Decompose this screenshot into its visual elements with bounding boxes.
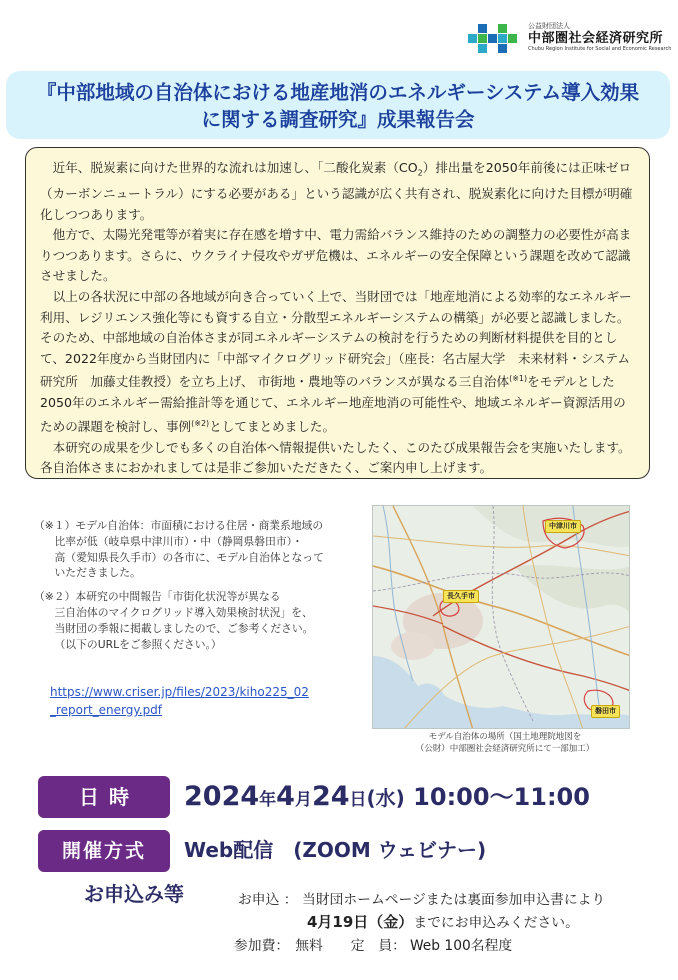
deadline-date: 4月19日（金） — [307, 913, 414, 931]
intro-p3-a: 以上の各状況に中部の各地域が向き合っていく上で、当財団では「地産地消による効率的なエネルギー利用、レジリエンス強化等にも資する自立・分散型エネルギーシステムの構築」が必要と認識しました。そのため、中部地域の自治体さまが同エネルギーシステムの検討を行うための判断材料提供を目的として、2022年度から当財団内に「中部マイクログリッド研究会」（座長：名古屋大学 未来材料・システム研究所 加藤丈佳教授）を立ち上げ、 市街地・農地等のバランスが異なる三自治体 — [40, 289, 632, 390]
fee-value: 無料 — [295, 938, 323, 954]
footnote-2-line-3: 当財団の季報に掲載しましたので、ご参考ください。 — [54, 621, 314, 635]
report-link[interactable] — [50, 683, 309, 719]
event-day: 24 — [311, 781, 350, 812]
footnote-1-line-1: （※１）モデル自治体：市面積における住居・商業系地域の — [34, 519, 324, 532]
event-year-unit: 年 — [259, 790, 277, 810]
map-caption-line-1: モデル自治体の場所（国土地理院地図を — [428, 732, 582, 742]
title-banner — [6, 71, 670, 139]
map-caption-line-2: （公財）中部圏社会経済研究所にて一部加工） — [415, 744, 595, 754]
event-year: 2024 — [184, 781, 260, 812]
footnote-2-line-1: （※２）本研究の中間報告「市街化状況等が異なる — [34, 590, 281, 604]
event-month: 4 — [276, 781, 295, 812]
footnote-2-line-2: 三自治体のマイクログリッド導入効果検討状況」を、 — [54, 605, 313, 619]
method-label-badge: 開催方式 — [38, 830, 170, 872]
map-graphic — [373, 506, 630, 729]
intro-box — [25, 147, 650, 479]
deadline-suffix: までにお申込みください。 — [413, 915, 579, 931]
report-link-line-2[interactable]: _report_energy.pdf — [50, 703, 163, 717]
capacity-value: Web 100名程度 — [409, 938, 513, 954]
intro-p1-b: ）排出量を2050年前後には正味ゼロ（カーボンニュートラル）にする必要がある」という認識が広く共有され、脱炭素化に向けた目標が明確化しつつあります。 — [40, 160, 633, 222]
footnote-2 — [34, 589, 364, 652]
org-name-en: Chubu Region Institute for Social and Economic Research — [528, 46, 672, 52]
logo-text — [528, 22, 671, 53]
capacity-label: 定 員： — [350, 938, 406, 954]
fee-label: 参加費： — [234, 938, 290, 954]
report-link-line-1[interactable]: https://www.criser.jp/files/2023/kiho225_02 — [50, 685, 309, 699]
footnote-ref-1: (※1) — [509, 374, 528, 384]
footnote-2-line-4: （以下のURLをご参照ください。） — [54, 637, 222, 651]
footnote-ref-2: (※2) — [191, 418, 210, 428]
title-line-2: に関する調査研究』成果報告会 — [201, 108, 475, 131]
event-day-unit: 日 — [349, 790, 367, 810]
intro-paragraph-4: 本研究の成果を少しでも多くの自治体へ情報提供いたしたく、このたび成果報告会を実施いたします。各自治体さまにおかれましては是非ご参加いただきたく、ご案内申し上げます。 — [40, 439, 631, 476]
footnote-1 — [34, 518, 364, 581]
map-label-nakatsugawa: 中津川市 — [545, 520, 581, 533]
footnote-1-line-4: いただきました。 — [54, 566, 141, 580]
application-heading: お申込み等 — [84, 882, 184, 906]
logo-mark-icon — [468, 24, 524, 54]
footnotes — [34, 518, 364, 660]
event-weekday: (水) — [366, 786, 405, 810]
event-method: Web配信 (ZOOM ウェビナー) — [184, 838, 487, 862]
date-label-badge: 日時 — [38, 776, 170, 818]
event-datetime — [184, 778, 590, 819]
application-method: お申込 ： 当財団ホームページまたは裏面参加申込書により — [238, 892, 606, 908]
intro-p1-a: 近年、脱炭素に向けた世界的な流れは加速し、「二酸化炭素（CO — [52, 160, 418, 175]
intro-paragraph-3 — [40, 287, 637, 438]
map-caption — [380, 731, 630, 755]
title-line-1: 『中部地域の自治体における地産地消のエネルギーシステム導入効果 — [36, 81, 640, 104]
map-label-iwata: 磐田市 — [591, 705, 620, 718]
intro-p3-b: をモデルとした2050年のエネルギー需給推計等を通じて、エネルギー地産地消の可能性や、地域エネルギー資源活用のための課題を検討し、事例 — [40, 374, 626, 435]
event-month-unit: 月 — [294, 790, 312, 810]
municipality-map — [372, 505, 630, 729]
intro-paragraph-2: 他方で、太陽光発電等が着実に存在感を増す中、電力需給バランス維持のための調整力の必要性が高まりつつあります。さらに、ウクライナ侵攻やガザ危機は、エネルギーの安全保障という課題を改めて認識させました。 — [40, 227, 632, 284]
intro-paragraph-1 — [40, 158, 637, 225]
co2-subscript: 2 — [417, 168, 423, 178]
application-deadline — [307, 912, 579, 933]
org-logo — [468, 22, 672, 56]
map-label-nagakute: 長久手市 — [443, 590, 479, 603]
fee-and-capacity — [234, 936, 512, 956]
footnote-1-line-2: 比率が低（岐阜県中津川市）・中（静岡県磐田市）・ — [54, 534, 303, 548]
event-time: 10:00～11:00 — [404, 783, 590, 811]
intro-p3-c: としてまとめました。 — [209, 419, 336, 435]
footnote-1-line-3: 高（愛知県長久手市）の各市に、モデル自治体となって — [54, 550, 324, 564]
org-name: 中部圏社会経済研究所 — [528, 31, 664, 46]
org-type: 公益財団法人 — [528, 22, 570, 30]
